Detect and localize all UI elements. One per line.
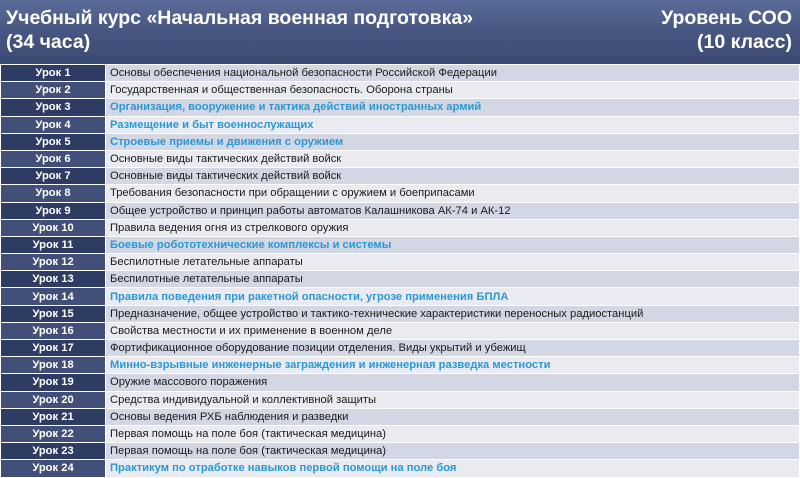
lesson-topic: Основы ведения РХБ наблюдения и разведки <box>106 408 800 425</box>
lesson-row <box>1 65 800 82</box>
lesson-row <box>1 116 800 133</box>
lesson-number: Урок 10 <box>1 219 106 236</box>
lesson-number: Урок 9 <box>1 202 106 219</box>
course-title <box>6 6 473 54</box>
lesson-row <box>1 340 800 357</box>
lesson-topic: Основные виды тактических действий войск <box>106 168 800 185</box>
lesson-row <box>1 99 800 116</box>
lesson-number: Урок 5 <box>1 133 106 150</box>
lesson-row <box>1 202 800 219</box>
lesson-topic: Практикум по отработке навыков первой помощи на поле боя <box>106 460 800 477</box>
lesson-number: Урок 2 <box>1 82 106 99</box>
lesson-topic: Оружие массового поражения <box>106 374 800 391</box>
lesson-topic: Предназначение, общее устройство и тактико-технические характеристики переносных радиостанций <box>106 305 800 322</box>
lesson-row <box>1 391 800 408</box>
lesson-number: Урок 15 <box>1 305 106 322</box>
lesson-number: Урок 20 <box>1 391 106 408</box>
lesson-number: Урок 14 <box>1 288 106 305</box>
lesson-topic: Правила ведения огня из стрелкового оружия <box>106 219 800 236</box>
education-level <box>661 6 792 54</box>
lesson-number: Урок 18 <box>1 357 106 374</box>
lesson-number: Урок 16 <box>1 322 106 339</box>
lesson-topic: Основы обеспечения национальной безопасности Российской Федерации <box>106 65 800 82</box>
lesson-topic: Первая помощь на поле боя (тактическая медицина) <box>106 443 800 460</box>
course-title-line1: Учебный курс «Начальная военная подготовка» <box>6 7 474 29</box>
lesson-number: Урок 21 <box>1 408 106 425</box>
lesson-row <box>1 443 800 460</box>
education-level-line1: Уровень СОО <box>661 7 792 29</box>
lesson-number: Урок 24 <box>1 460 106 477</box>
lesson-number: Урок 1 <box>1 65 106 82</box>
lesson-row <box>1 374 800 391</box>
lesson-number: Урок 22 <box>1 425 106 442</box>
lesson-row <box>1 133 800 150</box>
lesson-row <box>1 408 800 425</box>
lesson-number: Урок 19 <box>1 374 106 391</box>
lesson-topic: Беспилотные летательные аппараты <box>106 254 800 271</box>
lesson-topic: Требования безопасности при обращении с оружием и боеприпасами <box>106 185 800 202</box>
lesson-row <box>1 322 800 339</box>
lesson-row <box>1 219 800 236</box>
lesson-row <box>1 185 800 202</box>
lesson-row <box>1 168 800 185</box>
lesson-row <box>1 82 800 99</box>
lesson-row <box>1 236 800 253</box>
lesson-number: Урок 11 <box>1 236 106 253</box>
lesson-number: Урок 3 <box>1 99 106 116</box>
lesson-row <box>1 305 800 322</box>
lesson-row <box>1 357 800 374</box>
lesson-topic: Строевые приемы и движения с оружием <box>106 133 800 150</box>
lesson-row <box>1 460 800 477</box>
lesson-row <box>1 150 800 167</box>
lesson-topic: Общее устройство и принцип работы автоматов Калашникова АК-74 и АК-12 <box>106 202 800 219</box>
lesson-number: Урок 8 <box>1 185 106 202</box>
lesson-row <box>1 254 800 271</box>
lesson-number: Урок 7 <box>1 168 106 185</box>
lesson-topic: Размещение и быт военнослужащих <box>106 116 800 133</box>
lesson-topic: Правила поведения при ракетной опасности, угрозе применения БПЛА <box>106 288 800 305</box>
lesson-number: Урок 6 <box>1 150 106 167</box>
lesson-topic: Организация, вооружение и тактика действий иностранных армий <box>106 99 800 116</box>
lesson-topic: Государственная и общественная безопасность. Оборона страны <box>106 82 800 99</box>
lesson-topic: Свойства местности и их применение в военном деле <box>106 322 800 339</box>
lesson-topic: Боевые робототехнические комплексы и системы <box>106 236 800 253</box>
lessons-table <box>0 64 800 478</box>
header-bar <box>0 0 800 64</box>
lesson-row <box>1 271 800 288</box>
lesson-number: Урок 17 <box>1 340 106 357</box>
lesson-topic: Первая помощь на поле боя (тактическая медицина) <box>106 425 800 442</box>
lesson-number: Урок 4 <box>1 116 106 133</box>
lesson-topic: Основные виды тактических действий войск <box>106 150 800 167</box>
lesson-topic: Беспилотные летательные аппараты <box>106 271 800 288</box>
lesson-number: Урок 13 <box>1 271 106 288</box>
lesson-row <box>1 288 800 305</box>
lesson-topic: Фортификационное оборудование позиции отделения. Виды укрытий и убежищ <box>106 340 800 357</box>
lesson-row <box>1 425 800 442</box>
lesson-number: Урок 23 <box>1 443 106 460</box>
lesson-topic: Средства индивидуальной и коллективной защиты <box>106 391 800 408</box>
lesson-topic: Минно-взрывные инженерные заграждения и инженерная разведка местности <box>106 357 800 374</box>
lessons-table-body <box>1 65 800 478</box>
lesson-number: Урок 12 <box>1 254 106 271</box>
education-level-line2: (10 класс) <box>696 31 792 53</box>
course-title-line2: (34 часа) <box>6 31 91 53</box>
